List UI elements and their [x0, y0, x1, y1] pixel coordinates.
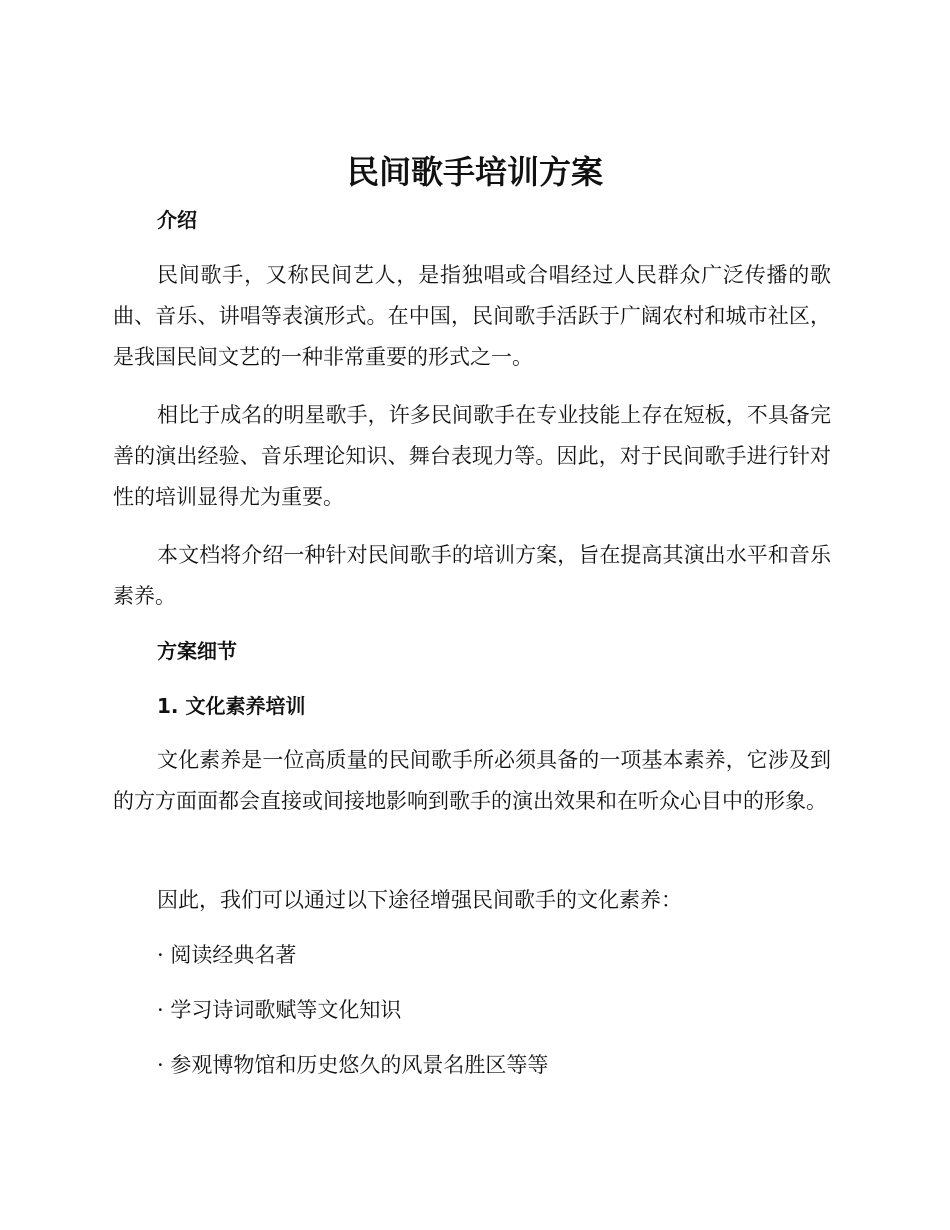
intro-heading: 介绍	[157, 208, 197, 232]
details-heading: 方案细节	[157, 639, 237, 663]
intro-paragraph-1: 民间歌手，又称民间艺人，是指独唱或合唱经过人民群众广泛传播的歌曲、音乐、讲唱等表演形式。在中国，民间歌手活跃于广阔农村和城市社区，是我国民间文艺的一种非常重要的形式之一。	[113, 263, 831, 369]
section-1-paragraph-2: 因此，我们可以通过以下途径增强民间歌手的文化素养：	[157, 888, 682, 912]
bullet-item-2: · 学习诗词歌赋等文化知识	[157, 998, 402, 1022]
section-1-heading: 1. 文化素养培训	[157, 694, 306, 718]
intro-paragraph-2: 相比于成名的明星歌手，许多民间歌手在专业技能上存在短板，不具备完善的演出经验、音乐理论知识、舞台表现力等。因此，对于民间歌手进行针对性的培训显得尤为重要。	[113, 403, 831, 509]
section-1-paragraph-1: 文化素养是一位高质量的民间歌手所必须具备的一项基本素养，它涉及到的方方面面都会直接或间接地影响到歌手的演出效果和在听众心目中的形象。	[113, 748, 831, 813]
bullet-item-1: · 阅读经典名著	[157, 943, 297, 967]
document-title: 民间歌手培训方案	[346, 153, 603, 191]
intro-paragraph-3: 本文档将介绍一种针对民间歌手的培训方案，旨在提高其演出水平和音乐素养。	[113, 543, 831, 608]
bullet-item-3: · 参观博物馆和历史悠久的风景名胜区等等	[157, 1053, 549, 1077]
